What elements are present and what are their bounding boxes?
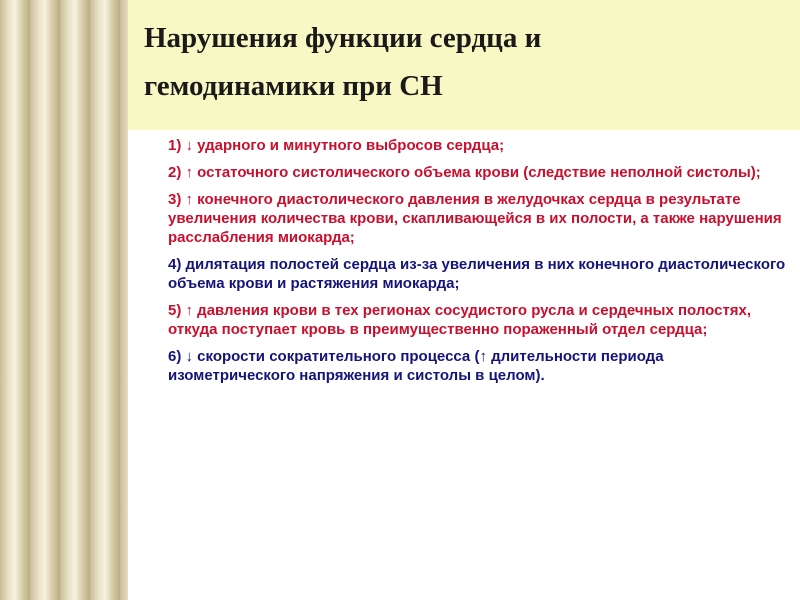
- findings-list: [168, 136, 786, 393]
- curtain-decoration: [0, 0, 128, 600]
- list-item: 6) ↓ скорости сократительного процесса (↑ длительности периода изометрического напряжения и систолы в целом).: [168, 348, 664, 384]
- list-item: 3) ↑ конечного диастолического давления в желудочках сердца в результате увеличения количества крови, скапливающейся в их полости, а также нарушения расслабления миокарда;: [168, 191, 782, 246]
- list-item: 2) ↑ остаточного систолического объема крови (следствие неполной систолы);: [168, 164, 761, 181]
- list-item: 5) ↑ давления крови в тех регионах сосудистого русла и сердечных полостях, откуда поступает кровь в преимущественно пораженный отдел сердца;: [168, 302, 752, 338]
- slide-title: Нарушения функции сердца и гемодинамики при СН: [144, 22, 542, 102]
- title-box: [128, 0, 800, 130]
- list-item: 4) дилятация полостей сердца из-за увеличения в них конечного диастолического объема крови и растяжения миокарда;: [168, 256, 786, 292]
- list-item: 1) ↓ ударного и минутного выбросов сердца;: [168, 137, 505, 154]
